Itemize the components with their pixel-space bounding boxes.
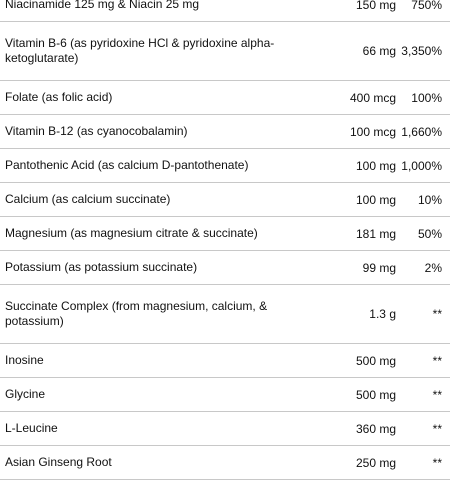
table-row: [0, 217, 450, 251]
table-row: [0, 446, 450, 480]
amount-per-serving: 100 mg: [355, 192, 396, 207]
table-row: [0, 115, 450, 149]
table-row: [0, 149, 450, 183]
nutrient-name: Magnesium (as magnesium citrate & succinate): [5, 226, 258, 240]
amount-per-serving: 99 mg: [362, 260, 396, 275]
daily-value-percent: 1,660%: [401, 124, 442, 139]
daily-value-percent: 750%: [411, 0, 442, 12]
daily-value-percent: **: [432, 307, 442, 321]
amount-per-serving: 250 mg: [355, 455, 396, 470]
daily-value-percent: 10%: [417, 192, 442, 207]
daily-value-percent: **: [432, 353, 442, 368]
nutrient-name: Calcium (as calcium succinate): [5, 192, 171, 206]
amount-per-serving: 181 mg: [355, 226, 396, 241]
nutrient-name: Potassium (as potassium succinate): [5, 260, 198, 274]
nutrient-name: Niacinamide 125 mg & Niacin 25 mg: [5, 0, 200, 11]
nutrient-name: Folate (as folic acid): [5, 90, 113, 104]
nutrient-name: Inosine: [5, 353, 44, 367]
nutrient-name: Vitamin B-12 (as cyanocobalamin): [5, 124, 188, 138]
daily-value-percent: **: [432, 387, 442, 402]
nutrient-name: Vitamin B-6 (as pyridoxine HCl & pyridoxine alpha-ketoglutarate): [5, 36, 275, 65]
table-row: [0, 378, 450, 412]
nutrient-name: Asian Ginseng Root: [5, 455, 112, 469]
table-row: [0, 183, 450, 217]
daily-value-percent: **: [432, 421, 442, 436]
amount-per-serving: 150 mg: [355, 0, 396, 12]
daily-value-percent: 100%: [411, 90, 442, 105]
daily-value-percent: 2%: [424, 260, 442, 275]
table-row: [0, 285, 450, 344]
amount-per-serving: 1.3 g: [369, 307, 396, 321]
amount-per-serving: 100 mg: [355, 158, 396, 173]
amount-per-serving: 500 mg: [355, 353, 396, 368]
nutrient-name: Glycine: [5, 387, 46, 401]
daily-value-percent: 50%: [417, 226, 442, 241]
daily-value-percent: 1,000%: [401, 158, 442, 173]
amount-per-serving: 360 mg: [355, 421, 396, 436]
daily-value-percent: 3,350%: [401, 44, 442, 58]
amount-per-serving: 66 mg: [362, 44, 396, 58]
table-row: [0, 251, 450, 285]
table-row: [0, 344, 450, 378]
daily-value-percent: **: [432, 455, 442, 470]
amount-per-serving: 100 mcg: [349, 124, 396, 139]
table-row: [0, 81, 450, 115]
nutrient-name: Succinate Complex (from magnesium, calcium, & potassium): [5, 299, 268, 328]
table-row: [0, 0, 450, 22]
table-row: [0, 412, 450, 446]
nutrient-name: L-Leucine: [5, 421, 58, 435]
amount-per-serving: 400 mcg: [349, 90, 396, 105]
amount-per-serving: 500 mg: [355, 387, 396, 402]
nutrient-name: Pantothenic Acid (as calcium D-pantothenate): [5, 158, 249, 172]
table-row: [0, 22, 450, 81]
